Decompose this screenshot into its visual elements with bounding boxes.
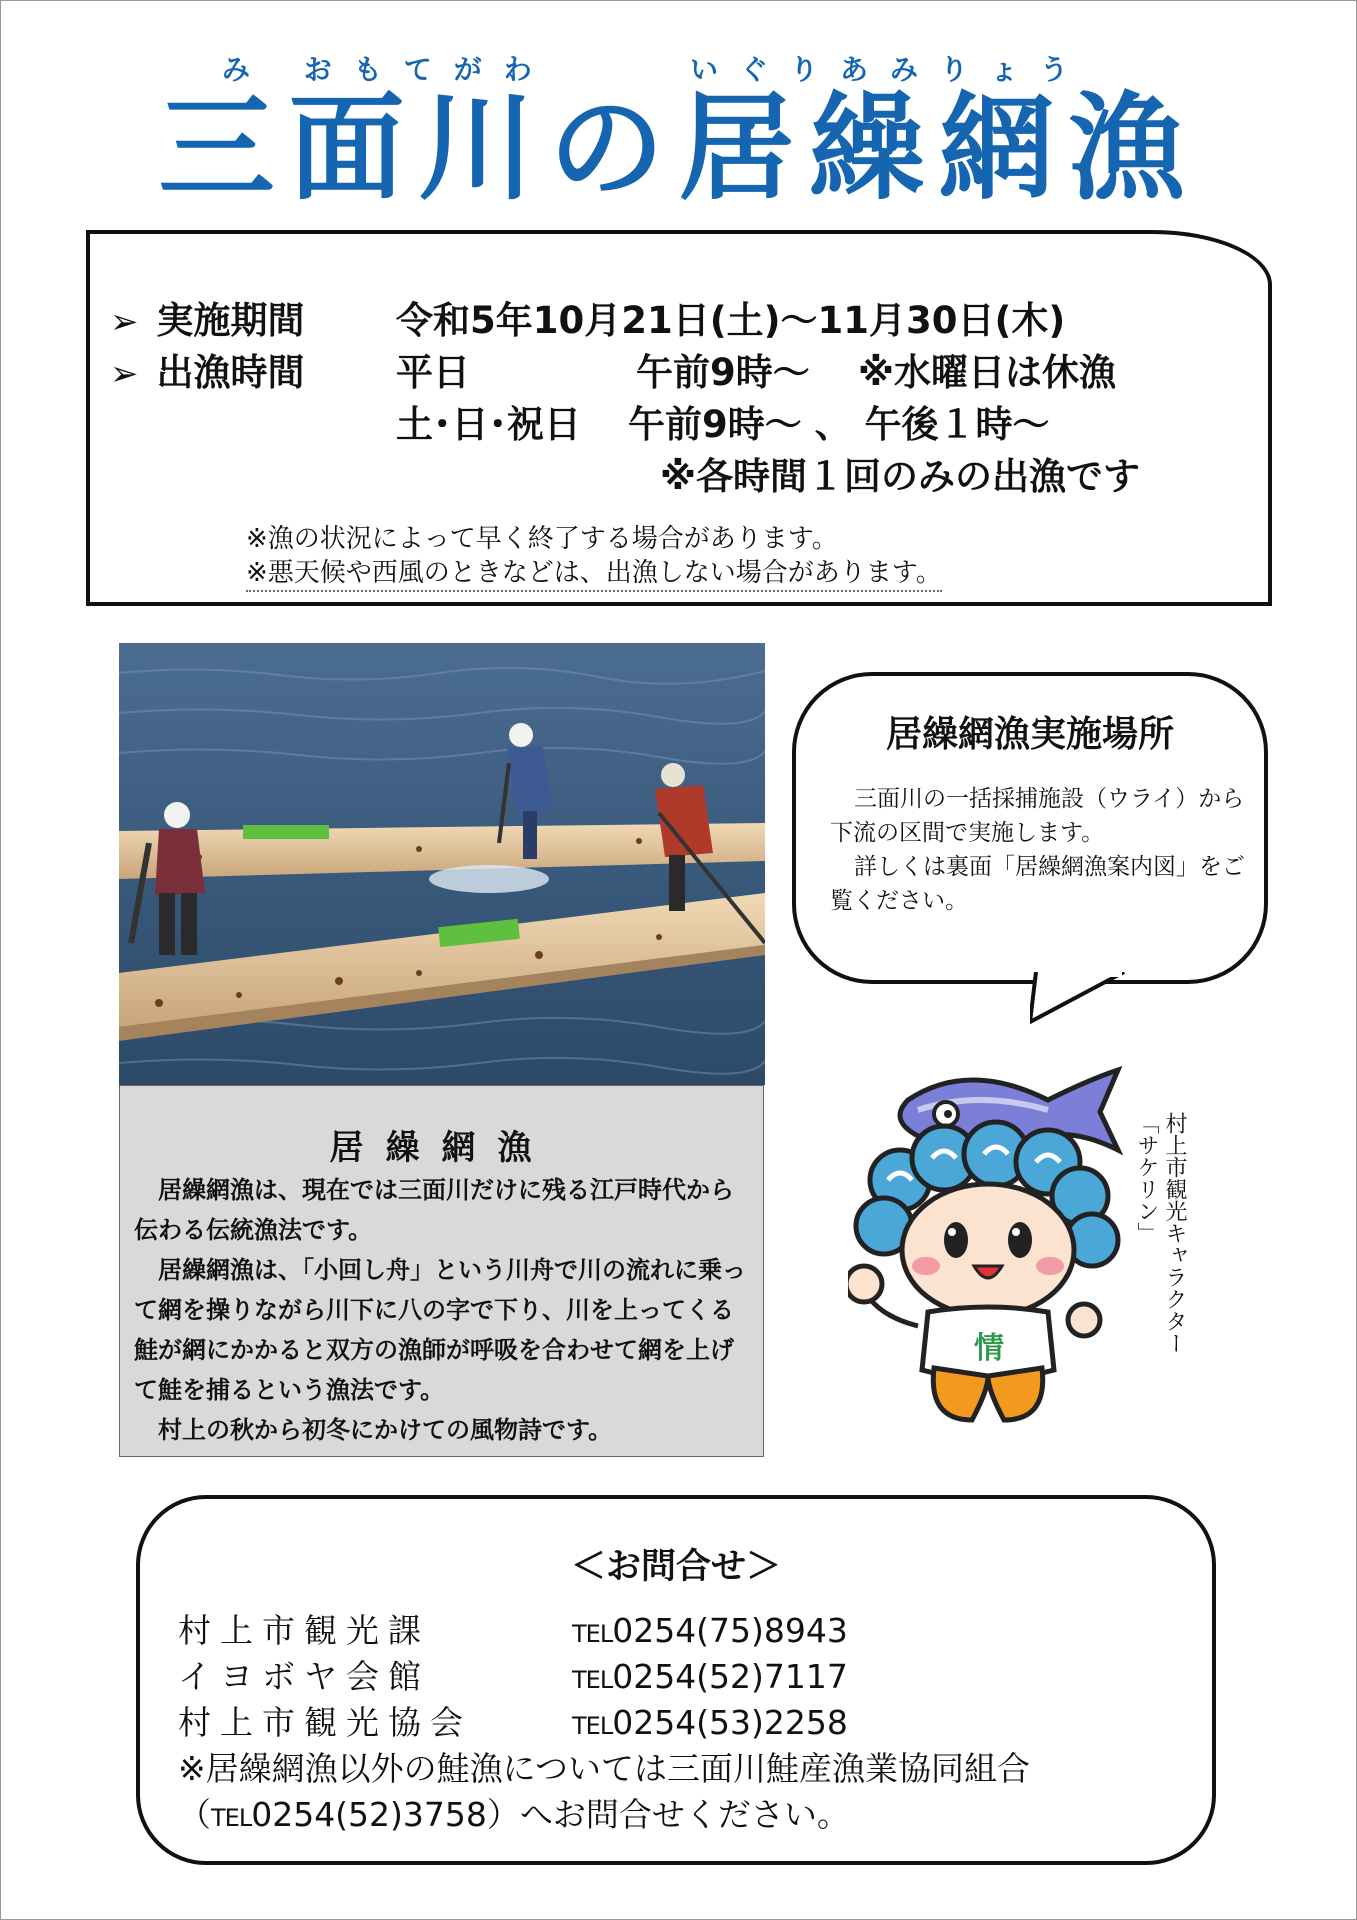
tel-mark: TEL xyxy=(211,1804,252,1832)
mascot-sakerin xyxy=(848,1040,1128,1444)
location-text-2: 詳しくは裏面「居繰網漁案内図」をご覧ください。 xyxy=(830,854,1245,914)
contact-note-2-pre: （ xyxy=(178,1795,211,1834)
note-bad-weather-text: ※悪天候や西風のときなどは、出漁しない場合があります。 xyxy=(246,558,942,592)
contact-box xyxy=(136,1495,1216,1865)
mascot-badge: 情 xyxy=(974,1331,1004,1366)
info-paragraph-3: 村上の秋から初冬にかけての風物詩です。 xyxy=(158,1416,613,1444)
tel-mark: TEL xyxy=(572,1712,613,1740)
mascot-caption xyxy=(1132,1112,1188,1354)
tel-mark: TEL xyxy=(572,1666,613,1694)
time-row xyxy=(110,342,305,396)
location-text-1: 三面川の一括採捕施設（ウライ）から下流の区間で実施します。 xyxy=(830,786,1245,846)
contact-title: ＜お問合せ＞ xyxy=(570,1547,781,1587)
contact-tel[interactable] xyxy=(572,1611,848,1650)
page-title: 三面川の居繰網漁 xyxy=(158,81,1199,216)
note-bad-weather xyxy=(246,552,942,589)
contact-tel-number: 0254(53)2258 xyxy=(612,1703,848,1742)
title-ruby-left: み おもてがわ xyxy=(222,53,554,86)
period-label: 実施期間 xyxy=(156,299,305,342)
schedule-box xyxy=(86,230,1272,606)
mascot-caption-2: 「サケリン」 xyxy=(1134,1112,1159,1244)
info-box xyxy=(119,1085,764,1457)
holiday-label: 土･日･祝日 xyxy=(396,403,581,446)
period-row xyxy=(110,290,305,344)
contact-row xyxy=(178,1605,848,1652)
info-paragraph-1: 居繰網漁は、現在では三面川だけに残る江戸時代から伝わる伝統漁法です。 xyxy=(134,1176,734,1244)
title-ruby-right: いぐりあみりょう xyxy=(690,53,1091,86)
weekday-time: 午前9時～ xyxy=(636,351,810,394)
note-early-end: ※漁の状況によって早く終了する場合があります。 xyxy=(246,524,838,554)
contact-tel-number: 0254(52)7117 xyxy=(612,1657,848,1696)
contact-tel-number: 0254(75)8943 xyxy=(612,1611,848,1650)
arrow-bullet-icon: ➢ xyxy=(110,302,139,342)
location-text xyxy=(830,782,1250,918)
mascot-illustration xyxy=(848,1040,1128,1440)
info-title: 居繰網漁 xyxy=(329,1128,554,1168)
tel-mark: TEL xyxy=(572,1620,613,1648)
time-label: 出漁時間 xyxy=(156,351,305,394)
location-title: 居繰網漁実施場所 xyxy=(885,714,1174,755)
contact-tel[interactable] xyxy=(572,1703,848,1742)
contact-note-2 xyxy=(178,1789,850,1836)
contact-tel[interactable] xyxy=(572,1657,848,1696)
bubble-tail-icon xyxy=(1030,972,1130,1028)
weekday-label: 平日 xyxy=(396,351,470,394)
once-note: ※各時間１回のみの出漁です xyxy=(660,455,1140,498)
info-paragraph-2: 居繰網漁は、「小回し舟」という川舟で川の流れに乗って網を操りながら川下に八の字で下り、川を上ってくる鮭が網にかかると双方の漁師が呼吸を合わせて網を上げて鮭を捕るという漁法です。 xyxy=(134,1256,746,1404)
location-bubble xyxy=(792,672,1268,984)
arrow-bullet-icon: ➢ xyxy=(110,354,139,394)
contact-note-2-post: ）へお問合せください。 xyxy=(486,1795,850,1834)
contact-row xyxy=(178,1697,848,1744)
contact-note-2-tel[interactable]: 0254(52)3758 xyxy=(251,1795,487,1834)
contact-name: 村上市観光課 xyxy=(178,1611,430,1650)
fishing-photo xyxy=(119,643,765,1085)
fishing-photo-illustration xyxy=(119,643,765,1085)
mascot-caption-1: 村上市観光キャラクター xyxy=(1162,1112,1187,1354)
contact-row xyxy=(178,1651,848,1698)
contact-name: 村上市観光協会 xyxy=(178,1703,472,1742)
holiday-time: 午前9時～ 、 午後１時～ xyxy=(628,403,1050,446)
contact-name: イヨボヤ会館 xyxy=(178,1657,430,1696)
contact-note-1: ※居繰網漁以外の鮭漁については三面川鮭産漁業協同組合 xyxy=(178,1749,1030,1788)
weekday-note: ※水曜日は休漁 xyxy=(858,351,1116,394)
period-value: 令和5年10月21日(土)～11月30日(木) xyxy=(396,299,1066,342)
